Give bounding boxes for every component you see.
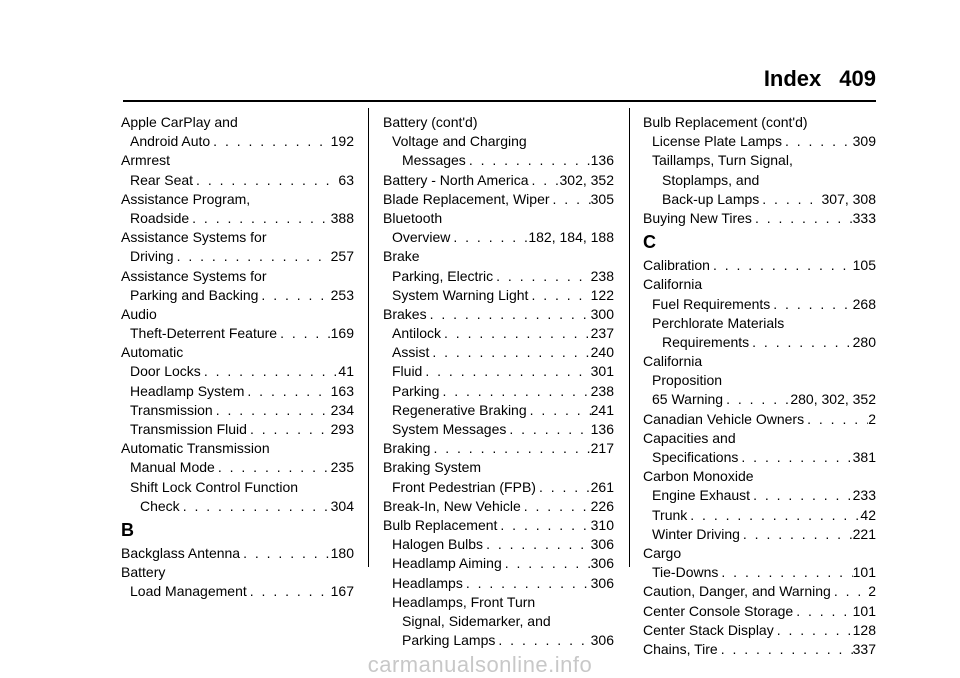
leader-dots bbox=[831, 582, 868, 601]
leader-dots bbox=[752, 209, 853, 228]
entry-text: 65 Warning bbox=[652, 391, 724, 408]
page-reference: 238 bbox=[590, 267, 614, 284]
index-subentry bbox=[383, 132, 614, 151]
index-entry bbox=[643, 352, 876, 371]
leader-dots bbox=[529, 171, 560, 190]
index-column-3 bbox=[643, 113, 876, 659]
page-reference: 280 bbox=[852, 333, 876, 350]
entry-text: Winter Driving bbox=[652, 525, 740, 542]
entry-text: Automatic bbox=[121, 344, 184, 361]
page-reference: 261 bbox=[590, 478, 614, 495]
index-subentry bbox=[383, 401, 614, 420]
entry-text: Headlamp Aiming bbox=[392, 555, 502, 572]
entry-text: Shift Lock Control Function bbox=[130, 478, 299, 495]
leader-dots bbox=[450, 228, 528, 247]
entry-text: Caution, Danger, and Warning bbox=[643, 583, 831, 600]
index-entry bbox=[383, 190, 614, 209]
page-reference: 105 bbox=[852, 257, 876, 274]
index-subentry bbox=[383, 478, 614, 497]
page-reference: 238 bbox=[590, 382, 614, 399]
entry-text: Regenerative Braking bbox=[392, 401, 527, 418]
index-entry bbox=[643, 544, 876, 563]
leader-dots bbox=[804, 410, 868, 429]
entry-text: Brake bbox=[383, 248, 420, 265]
page-reference: 257 bbox=[330, 248, 354, 265]
leader-dots bbox=[521, 497, 591, 516]
entry-text: Capacities and bbox=[643, 429, 736, 446]
page-reference: 180 bbox=[330, 544, 354, 561]
page-reference: 253 bbox=[330, 286, 354, 303]
watermark: carmanualsonline.info bbox=[367, 652, 593, 677]
index-entry bbox=[643, 410, 876, 429]
leader-dots bbox=[258, 286, 330, 305]
index-subentry bbox=[383, 228, 614, 247]
entry-text: Signal, Sidemarker, and bbox=[402, 612, 551, 629]
leader-dots bbox=[189, 209, 330, 228]
entry-text: Bluetooth bbox=[383, 209, 443, 226]
index-column-2 bbox=[383, 113, 614, 650]
page-reference: 302, 352 bbox=[559, 171, 614, 188]
entry-text: Battery (cont'd) bbox=[383, 114, 478, 130]
leader-dots bbox=[247, 420, 331, 439]
leader-dots bbox=[770, 295, 852, 314]
page-reference: 169 bbox=[330, 325, 354, 342]
entry-text: Messages bbox=[402, 152, 466, 169]
index-subentry bbox=[643, 506, 876, 525]
entry-text: Bulb Replacement (cont'd) bbox=[643, 114, 808, 130]
entry-text: Stoplamps, and bbox=[662, 171, 760, 188]
page-reference: 381 bbox=[852, 449, 876, 465]
entry-text: Buying New Tires bbox=[643, 209, 752, 226]
entry-text: Overview bbox=[392, 229, 451, 246]
leader-dots bbox=[750, 486, 853, 505]
entry-text: Check bbox=[140, 497, 180, 514]
index-subentry bbox=[121, 420, 354, 439]
column-divider-2 bbox=[629, 108, 630, 567]
entry-text: Headlamps, Front Turn bbox=[392, 593, 536, 610]
entry-text: Brakes bbox=[383, 305, 427, 322]
entry-text: Center Stack Display bbox=[643, 621, 774, 638]
index-entry bbox=[643, 429, 876, 448]
entry-text: Calibration bbox=[643, 257, 710, 274]
index-subentry bbox=[383, 324, 614, 343]
leader-dots bbox=[439, 382, 590, 401]
entry-text: Parking bbox=[392, 382, 440, 399]
entry-text: Cargo bbox=[643, 544, 682, 561]
index-subentry bbox=[643, 371, 876, 390]
page-reference: 122 bbox=[590, 286, 614, 303]
entry-text: Back-up Lamps bbox=[662, 190, 760, 207]
index-entry bbox=[643, 467, 876, 486]
index-entry bbox=[121, 113, 354, 132]
page-reference: 241 bbox=[590, 401, 614, 418]
entry-text: Rear Seat bbox=[130, 171, 194, 188]
page-reference: 167 bbox=[330, 583, 354, 600]
index-entry bbox=[121, 305, 354, 324]
entry-text: Parking, Electric bbox=[392, 267, 494, 284]
page-reference: 163 bbox=[330, 382, 354, 399]
page-reference: 333 bbox=[852, 209, 876, 226]
entry-text: Center Console Storage bbox=[643, 602, 794, 619]
index-subentry bbox=[383, 631, 614, 650]
entry-text: Taillamps, Turn Signal, bbox=[652, 152, 793, 169]
entry-text: Assistance Program, bbox=[121, 190, 251, 207]
entry-text: Backglass Antenna bbox=[121, 544, 241, 561]
leader-dots bbox=[495, 631, 590, 650]
leader-dots bbox=[536, 478, 591, 497]
leader-dots bbox=[506, 420, 590, 439]
entry-text: Transmission Fluid bbox=[130, 421, 247, 437]
leader-dots bbox=[723, 390, 790, 409]
page-reference: 337 bbox=[852, 640, 876, 657]
entry-text: Automatic Transmission bbox=[121, 440, 270, 457]
page-reference: 128 bbox=[852, 621, 876, 638]
index-entry bbox=[643, 621, 876, 640]
leader-dots bbox=[430, 439, 590, 458]
leader-dots bbox=[463, 574, 591, 593]
index-column-1 bbox=[121, 113, 354, 602]
index-entry bbox=[121, 544, 354, 563]
index-entry bbox=[643, 113, 876, 132]
index-entry bbox=[643, 582, 876, 601]
index-subentry bbox=[643, 190, 876, 209]
entry-text: Requirements bbox=[662, 333, 750, 350]
index-entry bbox=[383, 113, 614, 132]
index-subentry bbox=[383, 151, 614, 170]
index-subentry bbox=[643, 486, 876, 505]
entry-text: Engine Exhaust bbox=[652, 487, 751, 504]
leader-dots bbox=[550, 190, 591, 209]
page-number: 409 bbox=[839, 66, 876, 91]
page-reference: 268 bbox=[852, 295, 876, 312]
leader-dots bbox=[528, 286, 590, 305]
leader-dots bbox=[277, 324, 331, 343]
index-entry bbox=[643, 275, 876, 294]
leader-dots bbox=[210, 132, 330, 151]
entry-text: Roadside bbox=[130, 209, 190, 226]
index-subentry bbox=[383, 362, 614, 381]
index-entry bbox=[383, 209, 614, 228]
entry-text: Halogen Bulbs bbox=[392, 536, 484, 553]
leader-dots bbox=[193, 171, 338, 190]
index-subentry bbox=[121, 324, 354, 343]
entry-text: Antilock bbox=[392, 325, 442, 342]
section-letter: B bbox=[121, 519, 134, 540]
index-subentry bbox=[383, 535, 614, 554]
page-reference: 309 bbox=[852, 133, 876, 150]
entry-text: Android Auto bbox=[130, 133, 211, 150]
page-reference: 304 bbox=[330, 497, 354, 514]
index-subentry bbox=[383, 612, 614, 631]
leader-dots bbox=[738, 448, 852, 467]
index-entry bbox=[121, 190, 354, 209]
entry-text: Voltage and Charging bbox=[392, 133, 527, 150]
entry-text: Assistance Systems for bbox=[121, 229, 267, 246]
index-entry bbox=[643, 209, 876, 228]
entry-text: Battery - North America bbox=[383, 171, 529, 188]
entry-text: Battery bbox=[121, 564, 166, 581]
page-reference: 226 bbox=[590, 497, 614, 514]
leader-dots bbox=[749, 333, 852, 352]
entry-text: Front Pedestrian (FPB) bbox=[392, 478, 536, 495]
page-reference: 192 bbox=[330, 133, 354, 150]
page-reference: 136 bbox=[590, 152, 614, 169]
page-reference: 101 bbox=[852, 564, 876, 581]
entry-text: Perchlorate Materials bbox=[652, 314, 785, 331]
index-entry bbox=[383, 458, 614, 477]
index-subentry bbox=[383, 382, 614, 401]
page-reference: 306 bbox=[590, 632, 614, 649]
leader-dots bbox=[213, 401, 331, 420]
index-subentry bbox=[383, 267, 614, 286]
index-subentry bbox=[383, 420, 614, 439]
header-rule bbox=[123, 100, 876, 102]
page-reference: 305 bbox=[590, 190, 614, 207]
leader-dots bbox=[793, 602, 852, 621]
leader-dots bbox=[441, 324, 591, 343]
entry-text: Headlamps bbox=[392, 574, 463, 591]
leader-dots bbox=[497, 516, 590, 535]
entry-text: Blade Replacement, Wiper bbox=[383, 190, 550, 207]
index-entry bbox=[383, 247, 614, 266]
section-letter: C bbox=[643, 232, 656, 253]
entry-text: Canadian Vehicle Owners bbox=[643, 410, 805, 427]
index-entry bbox=[643, 602, 876, 621]
entry-text: Apple CarPlay and bbox=[121, 114, 238, 130]
index-subentry bbox=[643, 563, 876, 582]
index-entry bbox=[643, 256, 876, 275]
entry-text: Trunk bbox=[652, 506, 688, 523]
index-subentry bbox=[121, 247, 354, 266]
page-reference: 2 bbox=[868, 583, 876, 600]
leader-dots bbox=[244, 382, 330, 401]
index-entry bbox=[383, 171, 614, 190]
page-reference: 42 bbox=[860, 506, 876, 523]
entry-text: California bbox=[643, 353, 703, 370]
page-reference: 101 bbox=[852, 602, 876, 619]
leader-dots bbox=[429, 343, 590, 362]
entry-text: System Warning Light bbox=[392, 286, 529, 303]
entry-text: Braking System bbox=[383, 459, 482, 476]
index-subentry bbox=[643, 295, 876, 314]
page-reference: 310 bbox=[590, 516, 614, 533]
index-subentry bbox=[643, 333, 876, 352]
index-subentry bbox=[383, 593, 614, 612]
page-reference: 136 bbox=[590, 421, 614, 437]
index-subentry bbox=[383, 554, 614, 573]
index-subentry bbox=[121, 286, 354, 305]
page-reference: 300 bbox=[590, 305, 614, 322]
index-entry bbox=[383, 305, 614, 324]
index-subentry bbox=[121, 582, 354, 601]
page-header bbox=[0, 66, 876, 92]
leader-dots bbox=[502, 554, 591, 573]
index-subentry bbox=[643, 390, 876, 409]
index-subentry bbox=[121, 362, 354, 381]
index-entry bbox=[121, 228, 354, 247]
page-reference: 182, 184, 188 bbox=[528, 229, 614, 246]
entry-text: Chains, Tire bbox=[643, 640, 718, 657]
index-subentry bbox=[121, 171, 354, 190]
leader-dots bbox=[215, 458, 331, 477]
index-subentry bbox=[121, 458, 354, 477]
index-subentry bbox=[643, 132, 876, 151]
index-subentry bbox=[383, 286, 614, 305]
entry-text: License Plate Lamps bbox=[652, 133, 782, 150]
page-reference: 301 bbox=[590, 363, 614, 380]
leader-dots bbox=[493, 267, 590, 286]
page-reference: 388 bbox=[330, 209, 354, 226]
page-reference: 63 bbox=[338, 171, 354, 188]
index-subentry bbox=[121, 401, 354, 420]
index-subentry bbox=[121, 478, 354, 497]
leader-dots bbox=[427, 305, 591, 324]
page-reference: 280, 302, 352 bbox=[790, 391, 876, 408]
entry-text: Manual Mode bbox=[130, 459, 215, 476]
entry-text: Theft-Deterrent Feature bbox=[130, 325, 278, 342]
leader-dots bbox=[759, 190, 821, 209]
index-subentry bbox=[121, 497, 354, 516]
index-entry bbox=[121, 343, 354, 362]
page-reference: 2 bbox=[868, 410, 876, 427]
entry-text: Bulb Replacement bbox=[383, 516, 498, 533]
entry-text: Parking Lamps bbox=[402, 632, 496, 649]
leader-dots bbox=[174, 247, 331, 266]
index-entry bbox=[383, 497, 614, 516]
leader-dots bbox=[422, 362, 590, 381]
entry-text: Headlamp System bbox=[130, 382, 245, 399]
leader-dots bbox=[687, 506, 860, 525]
index-subentry bbox=[383, 574, 614, 593]
entry-text: Tie-Downs bbox=[652, 564, 719, 581]
index-subentry bbox=[121, 209, 354, 228]
entry-text: California bbox=[643, 276, 703, 293]
index-subentry bbox=[643, 151, 876, 170]
leader-dots bbox=[782, 132, 853, 151]
entry-text: Assist bbox=[392, 344, 430, 361]
page-reference: 234 bbox=[330, 401, 354, 418]
leader-dots bbox=[180, 497, 331, 516]
index-subentry bbox=[643, 525, 876, 544]
index-entry bbox=[383, 516, 614, 535]
entry-text: System Messages bbox=[392, 421, 507, 437]
page-reference: 240 bbox=[590, 344, 614, 361]
leader-dots bbox=[527, 401, 591, 420]
index-subentry bbox=[383, 343, 614, 362]
index-subentry bbox=[643, 314, 876, 333]
page-reference: 221 bbox=[852, 525, 876, 542]
page-reference: 306 bbox=[590, 574, 614, 591]
leader-dots bbox=[483, 535, 591, 554]
entry-text: Door Locks bbox=[130, 363, 201, 380]
page-reference: 233 bbox=[852, 487, 876, 504]
index-entry bbox=[121, 563, 354, 582]
index-entry bbox=[121, 439, 354, 458]
entry-text: Audio bbox=[121, 305, 157, 322]
page-reference: 306 bbox=[590, 555, 614, 572]
page-reference: 293 bbox=[330, 421, 354, 437]
leader-dots bbox=[240, 544, 331, 563]
entry-text: Transmission bbox=[130, 401, 213, 418]
column-divider-1 bbox=[368, 108, 369, 567]
entry-text: Load Management bbox=[130, 583, 247, 600]
entry-text: Fluid bbox=[392, 363, 423, 380]
index-entry bbox=[383, 439, 614, 458]
page-reference: 306 bbox=[590, 536, 614, 553]
entry-text: Assistance Systems for bbox=[121, 267, 267, 284]
index-entry bbox=[121, 151, 354, 170]
page-reference: 235 bbox=[330, 459, 354, 476]
leader-dots bbox=[466, 151, 591, 170]
page-reference: 41 bbox=[338, 363, 354, 380]
entry-text: Proposition bbox=[652, 372, 723, 389]
page-title: Index bbox=[763, 66, 822, 91]
page-reference: 217 bbox=[590, 440, 614, 457]
entry-text: Braking bbox=[383, 440, 431, 457]
entry-text: Specifications bbox=[652, 449, 739, 465]
leader-dots bbox=[774, 621, 853, 640]
index-entry bbox=[121, 267, 354, 286]
leader-dots bbox=[201, 362, 339, 381]
index-subentry bbox=[643, 171, 876, 190]
leader-dots bbox=[740, 525, 853, 544]
index-subentry bbox=[121, 382, 354, 401]
entry-text: Parking and Backing bbox=[130, 286, 259, 303]
leader-dots bbox=[710, 256, 853, 275]
entry-text: Fuel Requirements bbox=[652, 295, 771, 312]
page-reference: 307, 308 bbox=[821, 190, 876, 207]
entry-text: Driving bbox=[130, 248, 174, 265]
index-subentry bbox=[643, 448, 876, 467]
page-reference: 237 bbox=[590, 325, 614, 342]
leader-dots bbox=[718, 563, 852, 582]
entry-text: Carbon Monoxide bbox=[643, 468, 754, 485]
index-subentry bbox=[121, 132, 354, 151]
leader-dots bbox=[247, 582, 331, 601]
entry-text: Break-In, New Vehicle bbox=[383, 497, 521, 514]
entry-text: Armrest bbox=[121, 152, 170, 169]
